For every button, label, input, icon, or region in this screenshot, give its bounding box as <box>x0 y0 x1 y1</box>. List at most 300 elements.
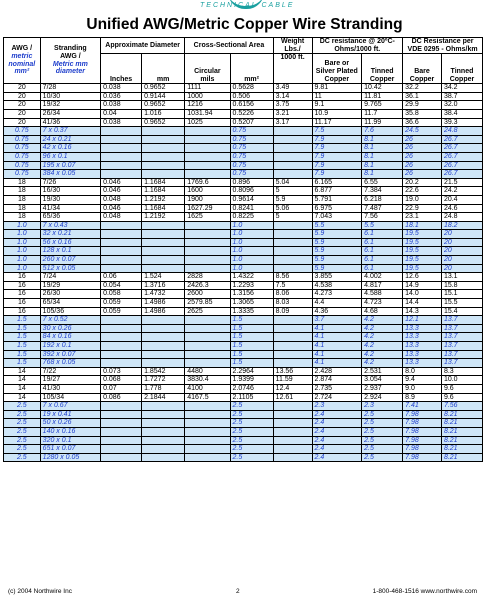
table-cell: 4.36 <box>312 307 362 316</box>
table-cell: 4480 <box>185 367 230 376</box>
table-cell: 2.735 <box>312 384 362 393</box>
header-weight-unit: 1000 ft. <box>273 54 312 84</box>
table-cell: 65/34 <box>40 299 100 308</box>
table-cell <box>273 402 312 411</box>
footer-contact: 1-800-468-1516 www.northwire.com <box>372 588 477 595</box>
brand-tagline: TECHNICAL CABLE <box>200 2 295 9</box>
table-cell <box>142 127 185 136</box>
table-cell: 20 <box>4 84 41 93</box>
table-row <box>4 221 483 230</box>
table-row <box>4 118 483 127</box>
table-cell: 7.98 <box>403 445 442 454</box>
table-cell: 7.043 <box>312 213 362 222</box>
table-cell: 1.1684 <box>142 178 185 187</box>
table-cell: 2.3 <box>362 402 403 411</box>
table-cell: 19/32 <box>40 101 100 110</box>
table-cell: 56 x 0.16 <box>40 238 100 247</box>
table-cell: 16/30 <box>40 187 100 196</box>
table-cell: 7.9 <box>312 152 362 161</box>
table-cell: 4.2 <box>362 316 403 325</box>
table-cell: 26 <box>403 170 442 179</box>
table-row <box>4 135 483 144</box>
table-cell: 1.2293 <box>230 281 273 290</box>
table-cell <box>185 453 230 462</box>
table-cell: 1.9399 <box>230 376 273 385</box>
table-cell: 1.1684 <box>142 204 185 213</box>
table-cell: 3.49 <box>273 84 312 93</box>
table-cell: 13.3 <box>403 342 442 351</box>
table-cell: 8.0 <box>403 367 442 376</box>
table-cell: 2828 <box>185 273 230 282</box>
table-cell: 20.4 <box>441 195 482 204</box>
table-cell: 2579.85 <box>185 299 230 308</box>
table-cell: 2.4 <box>312 445 362 454</box>
table-cell: 195 x 0.07 <box>40 161 100 170</box>
table-cell: 23.1 <box>403 213 442 222</box>
header-bare-silver-plated: Bare or Silver Plated Copper <box>312 54 362 84</box>
table-cell: 5 <box>273 187 312 196</box>
table-cell: 4.2 <box>362 350 403 359</box>
table-cell: 1.0 <box>230 264 273 273</box>
table-cell: 7 x 0.67 <box>40 402 100 411</box>
table-cell: 2.4 <box>312 410 362 419</box>
table-cell: 7/28 <box>40 84 100 93</box>
table-cell: 1.0 <box>230 256 273 265</box>
table-cell: 26 <box>403 152 442 161</box>
table-cell: 3.7 <box>312 316 362 325</box>
table-cell: 1.5 <box>230 324 273 333</box>
table-cell: 2.5 <box>362 410 403 419</box>
table-cell: 1.0 <box>4 230 41 239</box>
table-cell <box>185 230 230 239</box>
table-cell: 1.5 <box>230 342 273 351</box>
table-cell: 3.17 <box>273 118 312 127</box>
table-row <box>4 144 483 153</box>
table-cell <box>142 161 185 170</box>
table-cell: 12.1 <box>403 316 442 325</box>
table-cell: 19.5 <box>403 230 442 239</box>
table-cell: 6.1 <box>362 238 403 247</box>
footer-copyright: (c) 2004 Northwire Inc <box>8 588 72 595</box>
table-cell: 6.877 <box>312 187 362 196</box>
header-cross-sectional-area: Cross-Sectional Area <box>185 38 273 54</box>
table-cell: 4.817 <box>362 281 403 290</box>
table-cell: 7/24 <box>40 273 100 282</box>
table-cell <box>273 170 312 179</box>
header-weight: Weight Lbs./ <box>273 38 312 54</box>
table-cell: 2.5 <box>230 445 273 454</box>
table-cell: 32.0 <box>441 101 482 110</box>
table-cell: 6.1 <box>362 247 403 256</box>
table-row <box>4 453 483 462</box>
table-cell: 2.5 <box>230 410 273 419</box>
table-cell: 7.41 <box>403 402 442 411</box>
table-cell: 41/34 <box>40 204 100 213</box>
table-cell: 1.778 <box>142 384 185 393</box>
table-cell: 8.21 <box>441 419 482 428</box>
table-cell: 7.5 <box>273 281 312 290</box>
table-row <box>4 127 483 136</box>
table-cell: 9.4 <box>403 376 442 385</box>
table-row <box>4 161 483 170</box>
table-cell <box>273 419 312 428</box>
table-cell <box>185 161 230 170</box>
table-cell <box>101 410 142 419</box>
table-cell: 8.21 <box>441 410 482 419</box>
table-cell: 15.8 <box>441 281 482 290</box>
table-cell: 13.7 <box>441 316 482 325</box>
table-cell: 0.9652 <box>142 84 185 93</box>
table-cell: 8.56 <box>273 273 312 282</box>
table-cell: 2426.3 <box>185 281 230 290</box>
table-cell: 9.6 <box>441 384 482 393</box>
table-cell <box>101 221 142 230</box>
table-cell <box>185 350 230 359</box>
table-cell: 20 <box>4 118 41 127</box>
table-cell: 2.0746 <box>230 384 273 393</box>
table-cell: 84 x 0.16 <box>40 333 100 342</box>
table-cell <box>273 247 312 256</box>
table-cell: 4.4 <box>312 299 362 308</box>
table-cell: 1000 <box>185 92 230 101</box>
table-cell <box>273 333 312 342</box>
table-cell <box>142 350 185 359</box>
table-cell: 8.21 <box>441 445 482 454</box>
table-cell: 32 x 0.21 <box>40 230 100 239</box>
table-cell: 5.9 <box>312 238 362 247</box>
table-cell <box>142 427 185 436</box>
table-cell <box>185 324 230 333</box>
table-cell: 14.4 <box>403 299 442 308</box>
table-cell: 15.5 <box>441 299 482 308</box>
table-cell: 96 x 0.1 <box>40 152 100 161</box>
table-cell <box>142 170 185 179</box>
table-row <box>4 402 483 411</box>
table-cell: 1.3156 <box>230 290 273 299</box>
table-cell: 26.7 <box>441 152 482 161</box>
table-cell: 1.2192 <box>142 195 185 204</box>
table-cell <box>273 127 312 136</box>
table-cell: 1.0 <box>4 221 41 230</box>
table-cell: 4167.5 <box>185 393 230 402</box>
table-cell <box>273 410 312 419</box>
table-cell: 384 x 0.05 <box>40 170 100 179</box>
table-cell: 5.06 <box>273 204 312 213</box>
wire-stranding-table <box>3 37 483 462</box>
table-cell: 1.5 <box>230 359 273 368</box>
table-cell: 4.2 <box>362 359 403 368</box>
table-cell: 1111 <box>185 84 230 93</box>
table-cell: 4.2 <box>362 324 403 333</box>
table-cell: 1.5 <box>230 350 273 359</box>
table-cell: 8.1 <box>362 135 403 144</box>
table-cell: 10.9 <box>312 109 362 118</box>
table-cell: 2.428 <box>312 367 362 376</box>
table-cell: 7.9 <box>312 161 362 170</box>
table-cell: 42 x 0.16 <box>40 144 100 153</box>
table-cell: 1.4986 <box>142 299 185 308</box>
table-cell: 24.2 <box>441 187 482 196</box>
table-cell <box>101 402 142 411</box>
table-cell: 4.1 <box>312 342 362 351</box>
table-cell: 9.0 <box>403 384 442 393</box>
table-cell: 1.4732 <box>142 290 185 299</box>
table-cell <box>142 453 185 462</box>
page-title: Unified AWG/Metric Copper Wire Stranding <box>86 16 403 33</box>
table-cell <box>142 333 185 342</box>
table-row <box>4 393 483 402</box>
table-row <box>4 299 483 308</box>
table-cell: 19/29 <box>40 281 100 290</box>
table-cell: 2.5 <box>362 436 403 445</box>
table-cell: 1.0 <box>4 264 41 273</box>
table-cell: 4.68 <box>362 307 403 316</box>
table-cell <box>142 316 185 325</box>
table-cell: 14 <box>4 393 41 402</box>
table-cell <box>185 402 230 411</box>
table-cell: 16 <box>4 290 41 299</box>
table-cell: 26.7 <box>441 161 482 170</box>
table-cell: 18 <box>4 187 41 196</box>
table-cell: 24 x 0.21 <box>40 135 100 144</box>
table-cell: 13.7 <box>441 342 482 351</box>
table-cell: 3.054 <box>362 376 403 385</box>
table-cell: 14 <box>4 384 41 393</box>
table-cell: 0.506 <box>230 92 273 101</box>
table-cell: 24.8 <box>441 213 482 222</box>
table-cell <box>185 256 230 265</box>
table-cell: 0.046 <box>101 187 142 196</box>
table-cell: 0.8241 <box>230 204 273 213</box>
table-cell: 5.5 <box>312 221 362 230</box>
table-cell <box>273 221 312 230</box>
table-cell: 5.9 <box>273 195 312 204</box>
table-cell: 1.8542 <box>142 367 185 376</box>
table-cell: 14 <box>4 367 41 376</box>
header-mm2: mm² <box>230 54 273 84</box>
table-cell: 1769.6 <box>185 178 230 187</box>
table-cell: 1.5 <box>4 359 41 368</box>
table-cell: 320 x 0.1 <box>40 436 100 445</box>
table-cell: 20 <box>4 109 41 118</box>
table-row <box>4 238 483 247</box>
table-row <box>4 350 483 359</box>
table-cell <box>185 445 230 454</box>
table-cell: 1.5 <box>4 350 41 359</box>
table-cell <box>101 152 142 161</box>
table-cell: 0.086 <box>101 393 142 402</box>
table-cell <box>273 230 312 239</box>
table-cell: 9.765 <box>362 101 403 110</box>
table-row <box>4 256 483 265</box>
footer-page-number: 2 <box>236 588 240 595</box>
table-cell <box>101 419 142 428</box>
table-cell: 21.5 <box>441 178 482 187</box>
table-cell: 13.1 <box>441 273 482 282</box>
table-cell: 38.4 <box>441 109 482 118</box>
table-cell: 1.4322 <box>230 273 273 282</box>
table-cell: 36.1 <box>403 92 442 101</box>
table-cell: 7 x 0.43 <box>40 221 100 230</box>
table-cell: 7.98 <box>403 419 442 428</box>
table-cell: 10/30 <box>40 92 100 101</box>
table-cell: 7.56 <box>362 213 403 222</box>
table-cell <box>101 445 142 454</box>
table-cell: 2.724 <box>312 393 362 402</box>
table-cell <box>142 419 185 428</box>
table-cell: 0.046 <box>101 204 142 213</box>
table-cell: 11.7 <box>362 109 403 118</box>
table-cell: 7.98 <box>403 427 442 436</box>
table-cell <box>185 342 230 351</box>
table-cell: 0.046 <box>101 178 142 187</box>
table-cell: 4.002 <box>362 273 403 282</box>
table-cell: 0.896 <box>230 178 273 187</box>
table-cell: 19.5 <box>403 247 442 256</box>
table-cell <box>101 436 142 445</box>
table-cell: 8.06 <box>273 290 312 299</box>
table-cell: 13.3 <box>403 333 442 342</box>
table-cell: 8.1 <box>362 152 403 161</box>
table-cell <box>101 453 142 462</box>
table-cell: 0.5207 <box>230 118 273 127</box>
table-cell: 3.14 <box>273 92 312 101</box>
table-cell: 0.75 <box>4 152 41 161</box>
table-cell: 2.3 <box>312 402 362 411</box>
table-cell <box>101 170 142 179</box>
table-cell: 12.61 <box>273 393 312 402</box>
table-row <box>4 342 483 351</box>
table-cell: 1627.29 <box>185 204 230 213</box>
table-cell: 18 <box>4 204 41 213</box>
table-cell: 11.17 <box>312 118 362 127</box>
table-row <box>4 384 483 393</box>
table-cell: 20 <box>441 264 482 273</box>
table-cell: 20 <box>4 101 41 110</box>
table-cell: 6.975 <box>312 204 362 213</box>
table-cell: 13.3 <box>403 350 442 359</box>
table-cell: 38.7 <box>441 92 482 101</box>
table-cell <box>185 144 230 153</box>
table-row <box>4 316 483 325</box>
header-mm: mm <box>142 54 185 84</box>
table-cell <box>101 350 142 359</box>
table-row <box>4 230 483 239</box>
table-cell <box>101 144 142 153</box>
table-row <box>4 445 483 454</box>
table-cell: 4.1 <box>312 333 362 342</box>
table-cell <box>273 264 312 273</box>
table-cell: 1031.94 <box>185 109 230 118</box>
table-row <box>4 152 483 161</box>
table-cell: 7.9 <box>312 144 362 153</box>
table-cell: 768 x 0.05 <box>40 359 100 368</box>
table-cell: 22.9 <box>403 204 442 213</box>
table-cell: 3.75 <box>273 101 312 110</box>
table-row <box>4 195 483 204</box>
table-cell: 32.2 <box>403 84 442 93</box>
table-cell: 2.5 <box>4 436 41 445</box>
table-cell: 0.038 <box>101 84 142 93</box>
table-cell: 2.4 <box>312 419 362 428</box>
table-cell: 1.0 <box>4 256 41 265</box>
table-cell: 8.21 <box>441 436 482 445</box>
table-cell: 1.5 <box>4 324 41 333</box>
table-cell: 1625 <box>185 213 230 222</box>
header-dc-resistance-vde: DC Resistance per VDE 0295 - Ohms/km <box>403 38 483 54</box>
table-cell: 4.273 <box>312 290 362 299</box>
table-row <box>4 410 483 419</box>
table-cell <box>101 316 142 325</box>
table-cell: 7 x 0.37 <box>40 127 100 136</box>
table-cell: 35.8 <box>403 109 442 118</box>
table-cell: 2.1105 <box>230 393 273 402</box>
table-cell: 5.791 <box>312 195 362 204</box>
table-cell <box>142 264 185 273</box>
table-cell: 192 x 0.1 <box>40 342 100 351</box>
table-row <box>4 273 483 282</box>
table-cell <box>101 359 142 368</box>
table-cell <box>101 230 142 239</box>
table-row <box>4 281 483 290</box>
table-cell: 1.0 <box>230 247 273 256</box>
table-cell: 2.5 <box>362 453 403 462</box>
table-cell <box>273 324 312 333</box>
table-row <box>4 178 483 187</box>
table-cell: 26/30 <box>40 290 100 299</box>
table-cell: 2.5 <box>4 419 41 428</box>
table-cell: 1.4986 <box>142 307 185 316</box>
table-cell: 20.2 <box>403 178 442 187</box>
table-cell <box>142 359 185 368</box>
table-cell: 0.75 <box>230 127 273 136</box>
table-cell: 8.21 <box>441 453 482 462</box>
header-inches: Inches <box>101 54 142 84</box>
table-cell: 0.75 <box>230 144 273 153</box>
table-cell: 1600 <box>185 187 230 196</box>
table-cell: 2.5 <box>230 453 273 462</box>
table-cell: 8.1 <box>362 144 403 153</box>
table-cell: 8.09 <box>273 307 312 316</box>
table-row <box>4 213 483 222</box>
table-cell: 0.9652 <box>142 118 185 127</box>
table-cell: 3.855 <box>312 273 362 282</box>
table-cell: 26.7 <box>441 135 482 144</box>
table-cell: 0.059 <box>101 307 142 316</box>
table-cell: 2.5 <box>4 427 41 436</box>
table-cell <box>185 135 230 144</box>
table-cell: 2.5 <box>362 445 403 454</box>
table-row <box>4 376 483 385</box>
table-cell: 13.7 <box>441 359 482 368</box>
table-cell: 8.9 <box>403 393 442 402</box>
table-cell <box>142 247 185 256</box>
table-cell: 11 <box>312 92 362 101</box>
table-cell: 0.8225 <box>230 213 273 222</box>
table-cell: 5 <box>273 213 312 222</box>
table-cell: 19.5 <box>403 238 442 247</box>
table-cell <box>273 144 312 153</box>
table-cell: 1.3716 <box>142 281 185 290</box>
table-cell: 0.068 <box>101 376 142 385</box>
table-cell <box>101 161 142 170</box>
table-cell: 1.5 <box>4 316 41 325</box>
table-row <box>4 204 483 213</box>
table-cell <box>273 436 312 445</box>
table-cell: 14.3 <box>403 307 442 316</box>
table-cell: 0.073 <box>101 367 142 376</box>
table-cell <box>101 324 142 333</box>
